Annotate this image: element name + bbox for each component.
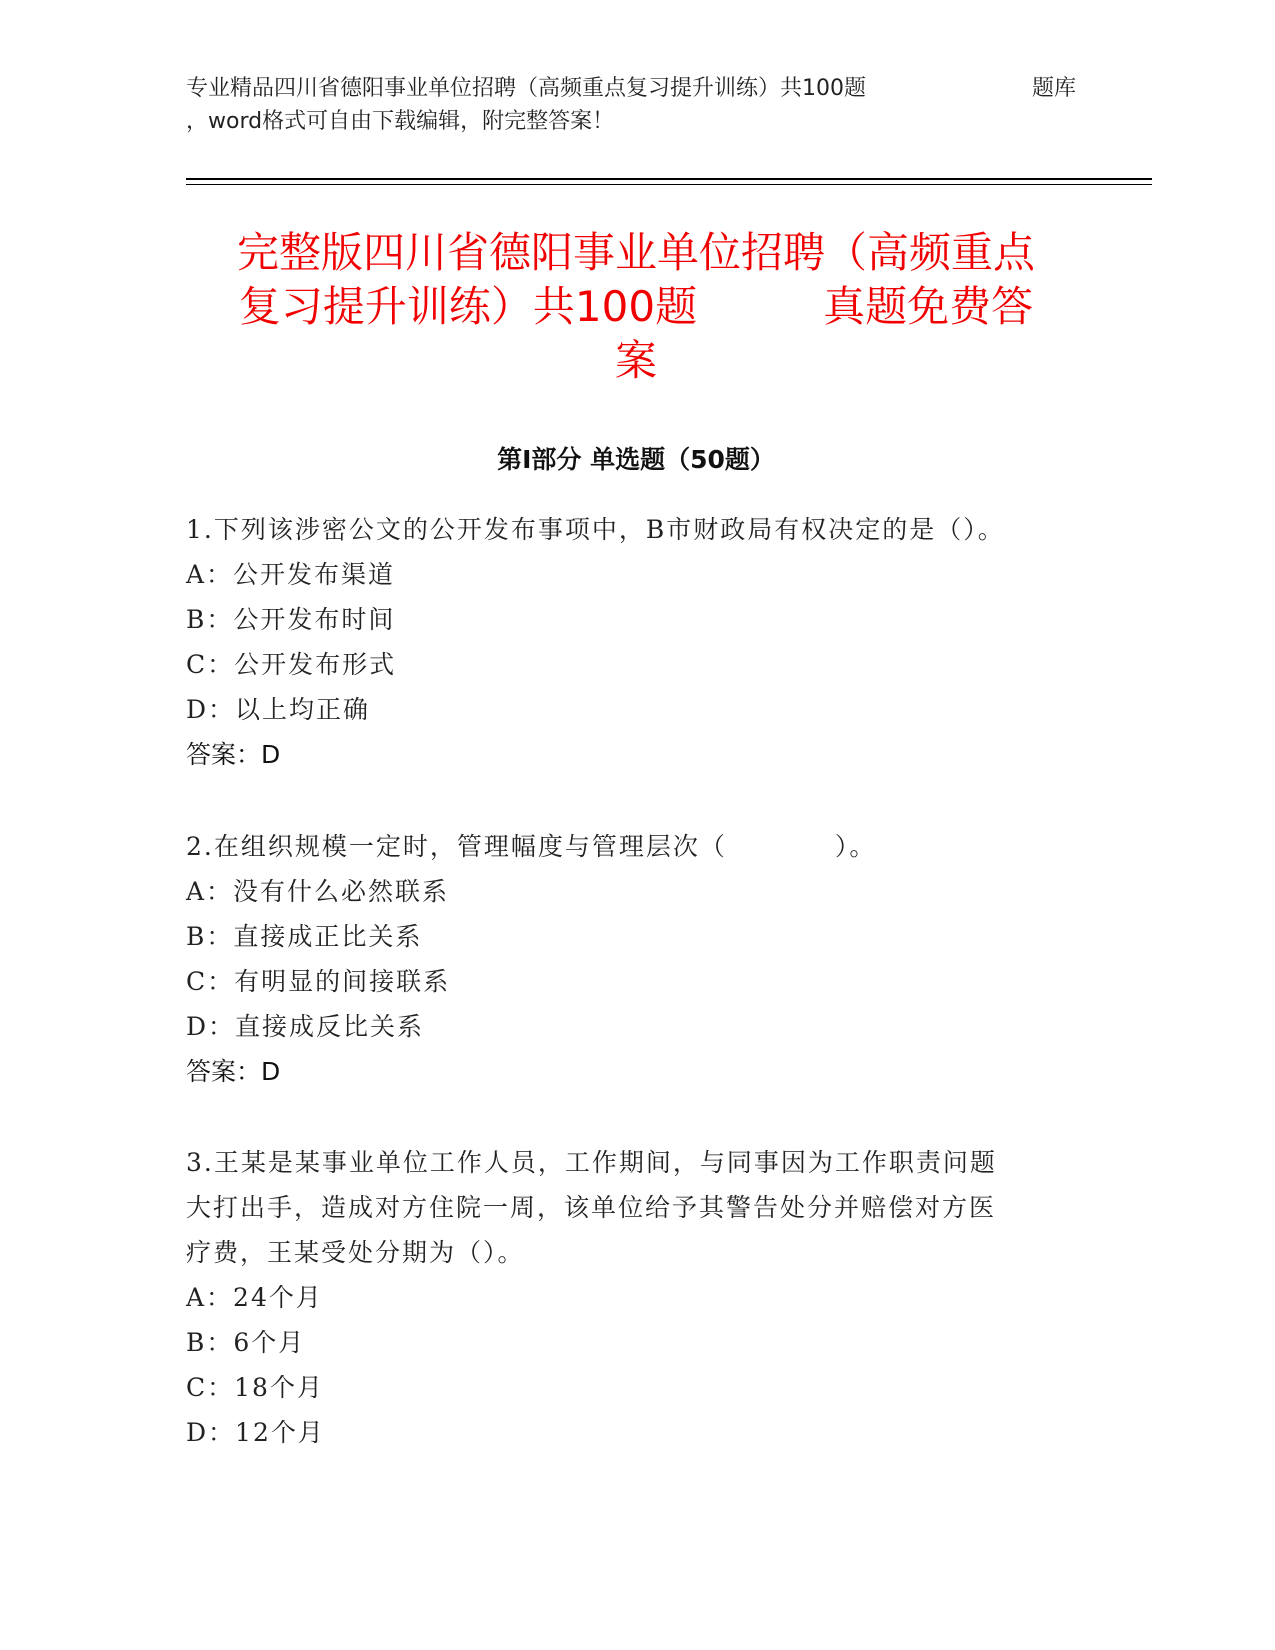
question-stem-line-2: 大打出手，造成对方住院一周，该单位给予其警告处分并赔偿对方医 <box>186 1193 997 1222</box>
title-line-2: 复习提升训练）共100题 真题免费答 <box>238 282 1034 331</box>
section-title: 第I部分 单选题（50题） <box>497 445 775 474</box>
title-line-1: 完整版四川省德阳事业单位招聘（高频重点 <box>236 228 1035 277</box>
document-title <box>186 226 1086 388</box>
option-c: C：有明显的间接联系 <box>186 967 451 996</box>
option-a: A：24个月 <box>186 1283 323 1312</box>
answer-line: 答案：D <box>186 740 281 769</box>
option-b: B：直接成正比关系 <box>186 922 423 951</box>
answer-line: 答案：D <box>186 1057 281 1086</box>
page-header <box>186 72 1086 138</box>
question-1 <box>186 507 1066 777</box>
option-b: B：6个月 <box>186 1328 306 1357</box>
question-stem-line-1: 3.王某是某事业单位工作人员，工作期间，与同事因为工作职责问题 <box>186 1148 997 1177</box>
option-d: D：12个月 <box>186 1418 325 1447</box>
option-a: A：没有什么必然联系 <box>186 877 450 906</box>
option-c: C：公开发布形式 <box>186 650 397 679</box>
option-b: B：公开发布时间 <box>186 605 396 634</box>
option-d: D：直接成反比关系 <box>186 1012 425 1041</box>
question-stem: 1.下列该涉密公文的公开发布事项中，B市财政局有权决定的是（）。 <box>186 515 1005 544</box>
question-2 <box>186 824 1066 1094</box>
header-rule-thick <box>186 178 1152 180</box>
option-d: D：以上均正确 <box>186 695 371 724</box>
question-stem: 2.在组织规模一定时，管理幅度与管理层次（ ）。 <box>186 832 877 861</box>
question-stem-line-3: 疗费，王某受处分期为（）。 <box>186 1238 525 1267</box>
header-line-2: ，word格式可自由下载编辑，附完整答案！ <box>186 109 615 134</box>
header-line-1 <box>186 72 1086 105</box>
option-c: C：18个月 <box>186 1373 324 1402</box>
title-line-3: 案 <box>614 336 657 385</box>
header-rule-thin <box>186 184 1152 185</box>
option-a: A：公开发布渠道 <box>186 560 396 589</box>
header-doc-title: 专业精品四川省德阳事业单位招聘（高频重点复习提升训练）共100题 <box>186 76 866 101</box>
question-3 <box>186 1140 1066 1455</box>
header-library-label: 题库 <box>1032 76 1077 101</box>
